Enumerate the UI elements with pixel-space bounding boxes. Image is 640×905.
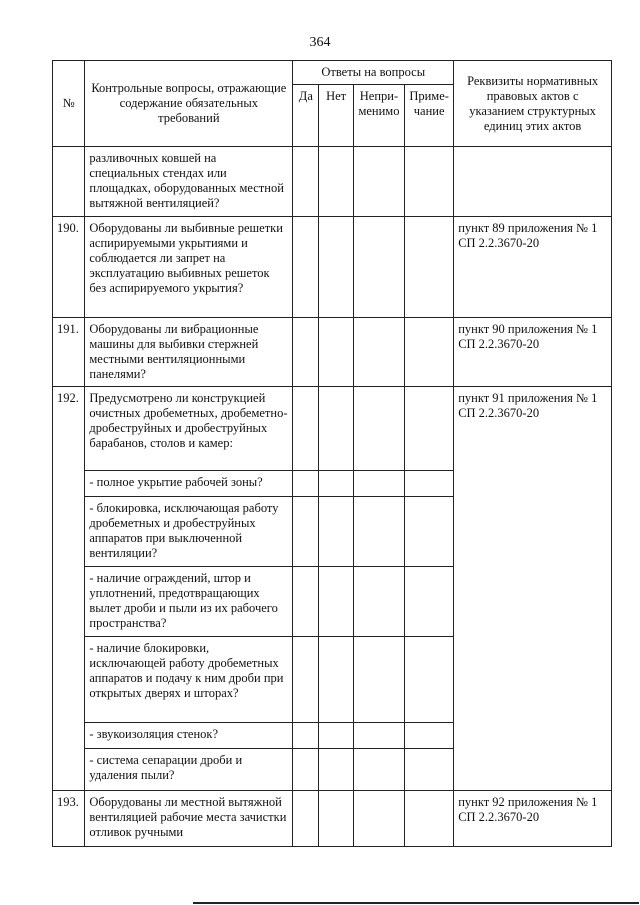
answer-no-cell[interactable]	[319, 637, 353, 723]
table-row	[53, 318, 612, 387]
answer-note-cell[interactable]	[405, 217, 454, 318]
header-questions: Контрольные вопросы, отражающие содержание обязательных требований	[85, 61, 293, 147]
answer-yes-cell[interactable]	[293, 147, 319, 217]
row-question: - полное укрытие рабочей зоны?	[85, 471, 293, 497]
row-question: разливочных ковшей на специальных стендах или площадках, оборудованных местной вытяжной вентиляцией?	[85, 147, 293, 217]
row-question: - звукоизоляция стенок?	[85, 723, 293, 749]
row-question: - наличие блокировки, исключающей работу дробеметных аппаратов и подачу к ним дроби при открытых дверях и шторах?	[85, 637, 293, 723]
answer-yes-cell[interactable]	[293, 791, 319, 847]
header-answers: Ответы на вопросы	[293, 61, 454, 85]
row-number: 192.	[53, 387, 85, 791]
answer-note-cell[interactable]	[405, 749, 454, 791]
answer-yes-cell[interactable]	[293, 749, 319, 791]
answer-yes-cell[interactable]	[293, 387, 319, 471]
table-row	[53, 791, 612, 847]
table-row	[53, 217, 612, 318]
answer-yes-cell[interactable]	[293, 497, 319, 567]
answer-no-cell[interactable]	[319, 567, 353, 637]
header-num: №	[53, 61, 85, 147]
header-row-1	[53, 61, 612, 85]
answer-not-applicable-cell[interactable]	[353, 471, 404, 497]
row-question: Оборудованы ли вибрационные машины для выбивки стержней местными вентиляционными панелями?	[85, 318, 293, 387]
row-requisites: пункт 89 приложения № 1 СП 2.2.3670-20	[454, 217, 612, 318]
answer-yes-cell[interactable]	[293, 723, 319, 749]
row-question: - наличие ограждений, штор и уплотнений, предотвращающих вылет дроби и пыли из их рабочего пространства?	[85, 567, 293, 637]
answer-note-cell[interactable]	[405, 497, 454, 567]
answer-note-cell[interactable]	[405, 637, 454, 723]
answer-not-applicable-cell[interactable]	[353, 497, 404, 567]
answer-note-cell[interactable]	[405, 791, 454, 847]
answer-no-cell[interactable]	[319, 749, 353, 791]
row-number: 190.	[53, 217, 85, 318]
table-row	[53, 147, 612, 217]
row-requisites	[454, 147, 612, 217]
answer-note-cell[interactable]	[405, 723, 454, 749]
row-question: - блокировка, исключающая работу дробеметных и дробеструйных аппаратов при выключенной вентиляции?	[85, 497, 293, 567]
header-note: Приме-чание	[405, 85, 454, 147]
header-yes: Да	[293, 85, 319, 147]
answer-no-cell[interactable]	[319, 318, 353, 387]
row-requisites: пункт 90 приложения № 1 СП 2.2.3670-20	[454, 318, 612, 387]
row-question: - система сепарации дроби и удаления пыли?	[85, 749, 293, 791]
row-requisites: пункт 91 приложения № 1 СП 2.2.3670-20	[454, 387, 612, 791]
checklist-table	[52, 60, 612, 847]
answer-not-applicable-cell[interactable]	[353, 318, 404, 387]
row-question: Оборудованы ли местной вытяжной вентиляцией рабочие места зачистки отливок ручными	[85, 791, 293, 847]
answer-yes-cell[interactable]	[293, 637, 319, 723]
answer-yes-cell[interactable]	[293, 217, 319, 318]
answer-not-applicable-cell[interactable]	[353, 637, 404, 723]
answer-yes-cell[interactable]	[293, 471, 319, 497]
bottom-divider	[193, 902, 639, 904]
table-row	[53, 387, 612, 471]
answer-note-cell[interactable]	[405, 567, 454, 637]
header-no: Нет	[319, 85, 353, 147]
answer-not-applicable-cell[interactable]	[353, 387, 404, 471]
answer-not-applicable-cell[interactable]	[353, 567, 404, 637]
page-number: 364	[309, 35, 331, 50]
answer-note-cell[interactable]	[405, 387, 454, 471]
answer-no-cell[interactable]	[319, 471, 353, 497]
answer-no-cell[interactable]	[319, 387, 353, 471]
answer-no-cell[interactable]	[319, 217, 353, 318]
answer-no-cell[interactable]	[319, 791, 353, 847]
answer-not-applicable-cell[interactable]	[353, 723, 404, 749]
header-requisites: Реквизиты нормативных правовых актов с указанием структурных единиц этих актов	[454, 61, 612, 147]
answer-no-cell[interactable]	[319, 147, 353, 217]
answer-not-applicable-cell[interactable]	[353, 791, 404, 847]
answer-yes-cell[interactable]	[293, 318, 319, 387]
answer-not-applicable-cell[interactable]	[353, 749, 404, 791]
row-number	[53, 147, 85, 217]
answer-note-cell[interactable]	[405, 147, 454, 217]
row-requisites: пункт 92 приложения № 1 СП 2.2.3670-20	[454, 791, 612, 847]
answer-not-applicable-cell[interactable]	[353, 217, 404, 318]
answer-yes-cell[interactable]	[293, 567, 319, 637]
answer-note-cell[interactable]	[405, 318, 454, 387]
answer-note-cell[interactable]	[405, 471, 454, 497]
row-question: Оборудованы ли выбивные решетки аспирируемыми укрытиями и соблюдается ли запрет на эксплуатацию выбивных решеток без аспирируемого укрытия?	[85, 217, 293, 318]
header-not-applicable: Непри-менимо	[353, 85, 404, 147]
answer-no-cell[interactable]	[319, 497, 353, 567]
row-question: Предусмотрено ли конструкцией очистных дробеметных, дробеметно-дробеструйных и дробеструйных барабанов, столов и камер:	[85, 387, 293, 471]
answer-not-applicable-cell[interactable]	[353, 147, 404, 217]
row-number: 193.	[53, 791, 85, 847]
row-number: 191.	[53, 318, 85, 387]
answer-no-cell[interactable]	[319, 723, 353, 749]
